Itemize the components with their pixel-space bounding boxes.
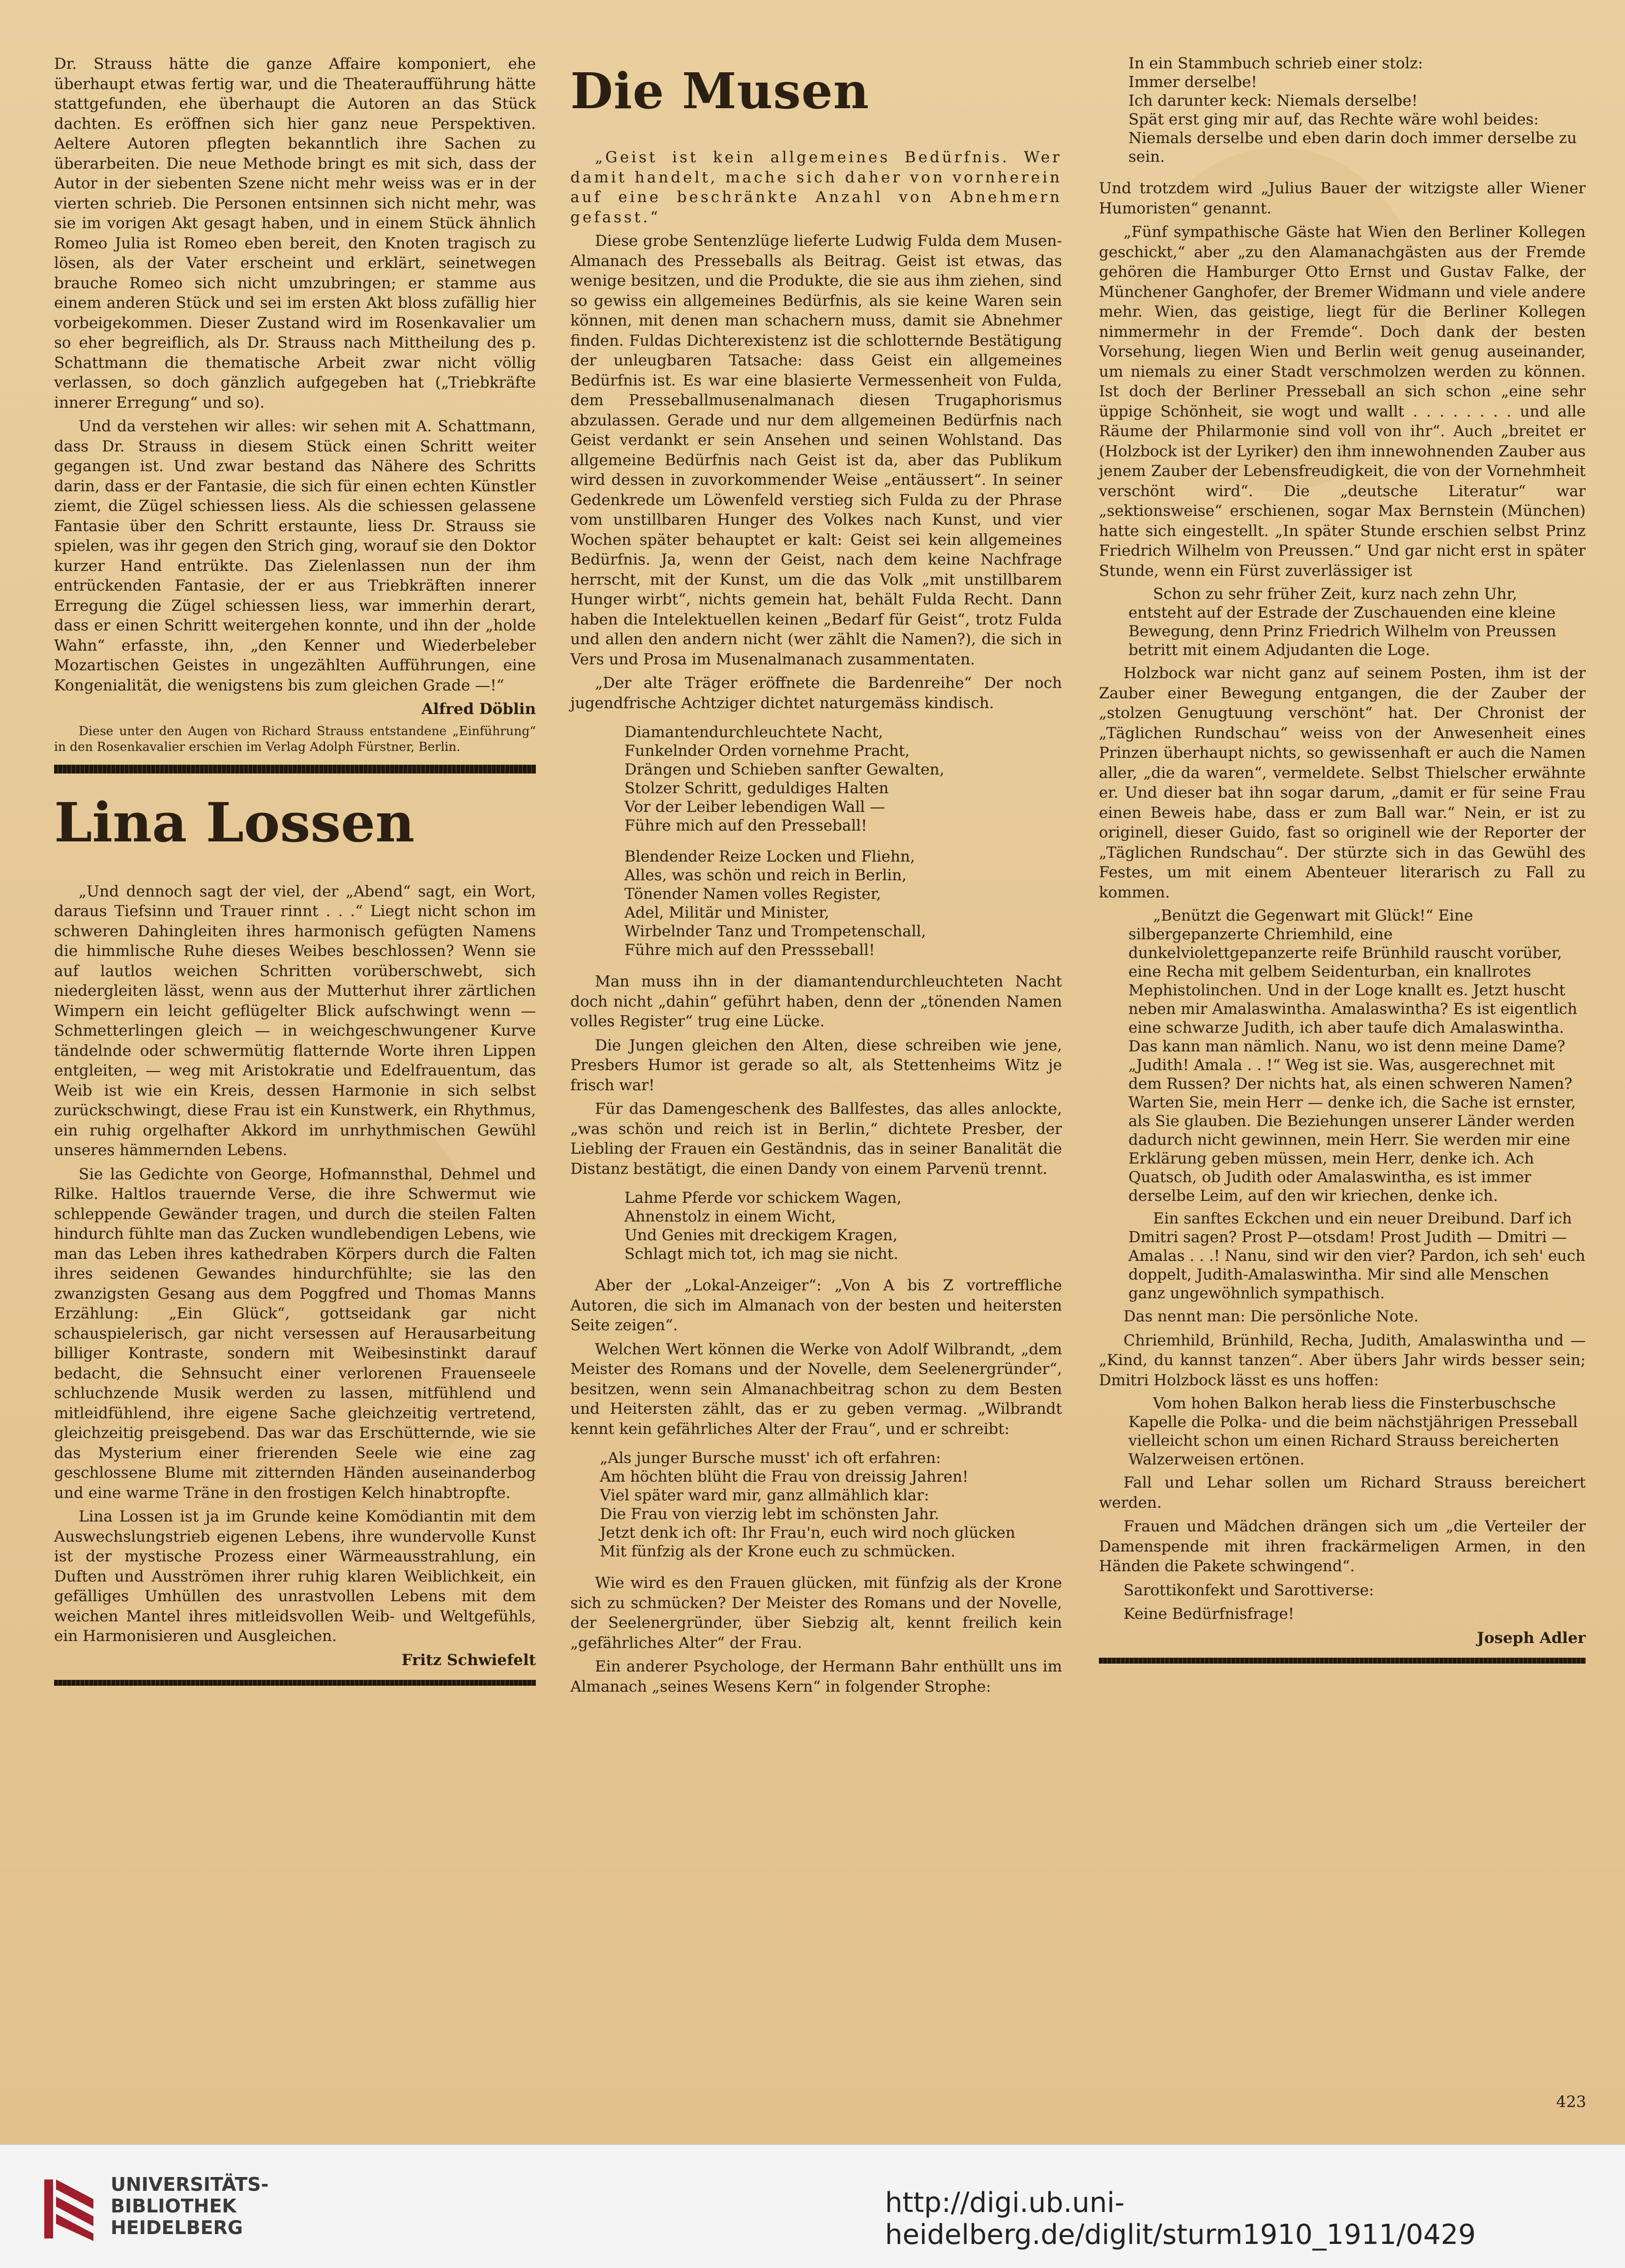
- poem: Diamantendurchleuchtete Nacht, Funkelnder Orden vornehme Pracht, Drängen und Schieben sanfter Gewalten, Stolzer Schritt, geduldiges Halten Vor der Leiber lebendigen Wall — Führe mich auf den Presseball!: [624, 723, 945, 835]
- paragraph: Und da verstehen wir alles: wir sehen mit A. Schattmann, dass Dr. Strauss in diesem Stück einen Schritt weiter gegangen ist. Und zwar bestand das Nähere des Schritts darin, dass er der Fantasie, die sich für einen echten Künstler ziemt, die Zügel schiessen liess. Als die schiessen gelassene Fantasie über den Schritt erstaunte, liess Dr. Strauss sie spielen, was ihr gegen den Strich ging, worauf sie den Doktor kurzer Hand entrükte. Das Zielenlassen nun der ihm entrückenden Fantasie, der er aus Triebkräften innerer Erregung die Zügel schiessen liess, war immerhin derart, dass er einen Schritt weitergehen konnte, und ihn der „holde Wahn“ erfasste, ihn, „den Kenner und Wiederbeleber Mozartischen Geistes in ungezählten Aufführungen, eine Kongenialität, die wenigstens bis zum gleichen Grade —!“: [54, 418, 536, 694]
- column-left: [54, 54, 536, 1705]
- author-signature: Fritz Schwiefelt: [401, 1651, 536, 1669]
- paragraph: „Der alte Träger eröffnete die Bardenreihe“ Der noch jugendfrische Achtziger dichtet naturgemäss kindisch.: [570, 674, 1062, 712]
- paragraph: „Und dennoch sagt der viel, der „Abend“ sagt, ein Wort, daraus Tiefsinn und Trauer rinnt . . .“ Liegt nicht schon im schweren Dahingleiten ihres harmonisch gefügten Namens die himmlische Ruhe dieses Weibes beschlossen? Wenn sie auf lautlos weichen Schritten vorüberschwebt, sich niedergleiten lässt, wenn aus der Mutterhut ihrer zärtlichen Wimpern ein leicht geflügelter Blick aufschwingt wenn — Schmetterlingen gleich — in weichgeschwungener Kurve tändelnde oder schwermütig flatternde Worte ihren Lippen entgleiten, — weg mit Aristokratie und Edelfrauentum, das Weib ist wie ein Kreis, dessen Harmonie in sich selbst zurückschwingt, diese Frau ist ein Kunstwerk, ein Rhythmus, ein ruhig orgelhafter Akkord im unrhythmischen Gewühl unseres hämmernden Lebens.: [54, 882, 536, 1159]
- quote-block: „Benützt die Gegenwart mit Glück!“ Eine silbergepanzerte Chriemhild, eine dunkelviolettgepanzerte reife Brünhild rauscht vorüber, eine Recha mit gelbem Seidenturban, ein knallrotes Mephistolinchen. Und in der Loge knallt es. Jetzt huscht neben mir Amalaswintha. Amalaswintha? Es ist eigentlich eine schwarze Judith, ich aber taufe dich Amalaswintha. Das kann man nämlich. Nanu, wo ist denn meine Dame? „Judith! Amala . . !“ Weg ist sie. Was, ausgerechnet mit dem Russen? Der nichts hat, als einen schweren Namen? Warten Sie, mein Herr — denke ich, die Sache ist ernster, als Sie glauben. Die Beziehungen unserer Länder werden dadurch nicht gewinnen, mein Herr. Sie werden mir eine Erklärung geben müssen, mein Herr, denke ich. Ach Quatsch, ob Judith oder Amalaswintha, es ist immer derselbe Leim, auf den wir kriechen, denke ich.: [1128, 907, 1577, 1205]
- paragraph: „Fünf sympathische Gäste hat Wien den Berliner Kollegen geschickt,“ aber „zu den Alamanachgästen aus der Fremde gehören die Hamburger Otto Ernst und Gustav Falke, der Münchener Ganghofer, der Bremer Widmann und viele andere mehr. Wien, das geistige, liegt für die Berliner Kollegen nimmermehr in der Fremde“. Doch dank der besten Vorsehung, liegen Wien und Berlin weit genug auseinander, um niemals zu einer Stadt verschmolzen werden zu können. Ist doch der Berliner Presseball an sich schon „eine sehr üppige Schönheit, sie wogt und wallt . . . . . . . . und alle Räume der Philarmonie sind voll von ihr“. Auch „breitet er (Holzbock ist der Lyriker) den ihm innewohnenden Zauber aus jenem Zauber der Lebensfreudigkeit, die von der Vornehmheit verschönt wird“. Die „deutsche Literatur“ war „sektionsweise“ erschienen, sogar Max Bernstein (München) hatte sich eingestellt. „In später Stunde erschien selbst Prinz Friedrich Wilhelm von Preussen.“ Und gar nicht erst in später Stunde, wenn ein Fürst zuverlässiger ist: [1099, 223, 1586, 580]
- section-divider: [1099, 1658, 1586, 1664]
- paragraph: Keine Bedürfnisfrage!: [1123, 1605, 1295, 1623]
- paragraph: Man muss ihn in der diamantendurchleuchteten Nacht doch nicht „dahin“ geführt haben, denn der „tönenden Namen volles Register“ trug eine Lücke.: [570, 973, 1062, 1030]
- section-divider: [54, 765, 536, 774]
- paragraph: Für das Damengeschenk des Ballfestes, das alles anlockte, „was schön und reich ist in Berlin,“ dichtete Presber, der Liebling der Frauen ein Geständnis, das in seiner Banalität die Distanz bestätigt, die einen Dandy von einem Parvenü trennt.: [570, 1100, 1062, 1178]
- paragraph: Sie las Gedichte von George, Hofmannsthal, Dehmel und Rilke. Haltlos trauernde Verse, die ihre Schwermut wie schleppende Gewänder tragen, und durch die steilen Falten hindurch fühlte man das Zucken wundlebendigen Lebens, wie man das Leben ihres kathedraben Körpers durch die Falten ihres seidenen Gewandes hindurchfühlte; sie las den zwanzigsten Gesang aus dem Poggfred und Thomas Manns Erzählung: „Ein Glück“, gottseidank gar nicht schauspielerisch, gar nicht versessen auf Herausarbeitung billiger Kontraste, sondern mit Weibesinstinkt darauf bedacht, die Sehnsucht einer verlorenen Frauenseele schluchzende Musik werden zu lassen, mitfühlend und mitleidfühlend, ihre eigene Sache gleichzeitig vertretend, gleichzeitig preisgebend. Das war das Erschütternde, wie sie das Mysterium einer frierenden Seele wie eine zag geschlossene Blume mit zitternden Händen auseinanderbog und eine warme Träne in den frostigen Kelch hinabtropfte.: [54, 1165, 536, 1502]
- page-number: 423: [1556, 2092, 1587, 2111]
- article-title: Lina Lossen: [54, 790, 415, 854]
- paragraph: Und trotzdem wird „Julius Bauer der witzigste aller Wiener Humoristen“ genannt.: [1099, 179, 1586, 217]
- paragraph: Fall und Lehar sollen um Richard Strauss bereichert werden.: [1099, 1474, 1586, 1512]
- poem: In ein Stammbuch schrieb einer stolz: Immer derselbe! Ich darunter keck: Niemals derselbe! Spät erst ging mir auf, das Rechte wäre wohl beides: Niemals derselbe und eben darin doch immer derselbe zu sein.: [1128, 55, 1577, 166]
- institution-name: [111, 2174, 268, 2238]
- institution-line: HEIDELBERG: [111, 2217, 243, 2238]
- paragraph: Dr. Strauss hätte die ganze Affaire komponiert, ehe überhaupt etwas fertig war, und die Theateraufführung hätte stattgefunden, ehe überhaupt die Autoren an das Stück dachten. Es eröffnen sich hier ganz neue Perspektiven. Aeltere Autoren pflegten bekanntlich ihre Sachen zu überarbeiten. Die neue Methode bringt es mit sich, dass der Autor in der siebenten Szene nicht mehr weiss was er in der vierten schrieb. Die Personen entsinnen sich nicht mehr, was sie im vorigen Akt gesagt haben, und in einem Stück ähnlich Romeo Julia ist Romeo eben bereit, den Knoten tragisch zu lösen, als der Vater erscheint und erklärt, seinetwegen brauche Romeo sich nicht umzubringen; er stamme aus einem anderen Stück und sei im ersten Akt bloss zufällig hier vorbeigekommen. Dieser Zustand wird im Rosenkavalier um so eher begreiflich, als Dr. Strauss nach Mittheilung des p. Schattmann die thematische Arbeit zwar nicht völlig verlassen, so doch gänzlich aufgegeben hat („Triebkräfte innerer Erregung“ und so).: [54, 55, 536, 412]
- paragraph: Ein anderer Psychologe, der Hermann Bahr enthüllt uns im Almanach „seines Wesens Kern“ in folgender Strophe:: [570, 1658, 1062, 1696]
- paragraph: Aber der „Lokal-Anzeiger“: „Von A bis Z vortreffliche Autoren, die sich im Almanach von der besten und heitersten Seite zeigen“.: [570, 1277, 1062, 1334]
- library-footer: [0, 2144, 1625, 2268]
- quote-block: Schon zu sehr früher Zeit, kurz nach zehn Uhr, entsteht auf der Estrade der Zuschauenden eine kleine Bewegung, denn Prinz Friedrich Wilhelm von Preussen betritt mit einem Adjudanten die Loge.: [1128, 585, 1557, 659]
- quote-block: Ein sanftes Eckchen und ein neuer Dreibund. Darf ich Dmitri sagen? Prost P—otsdam! Prost Judith — Dmitri — Amalas . . .! Nanu, sind wir den vier? Pardon, ich seh' euch doppelt, Judith-Amalaswintha. Mir sind alle Menschen ganz ungewöhnlich sympathisch.: [1128, 1210, 1586, 1302]
- paragraph: Diese grobe Sentenzlüge lieferte Ludwig Fulda dem Musen-Almanach des Presseballs als Beitrag. Geist ist etwas, das wenige besitzen, und die Produkte, die sie aus ihm ziehen, sind so gewiss ein allgemeines Bedürfnis, als sie keine Waren sein können, mit denen man schachern muss, damit sie Abnehmer finden. Fuldas Dichterexistenz ist die schlotternde Bestätigung der unleugbaren Tatsache: dass Geist ein allgemeines Bedürfnis ist. Es war eine blasierte Vermessenheit von Fulda, dem Presseballmusenalmanach diesen Trugaphorismus abzulassen. Gerade und nur dem allgemeinen Bedürfnis nach Geist verdankt er sein Ansehen und seinen Wohlstand. Das allgemeine Bedürfnis nach Geist ist da, aber das Publikum wird dessen in zuvorkommender Weise „entäussert“. In seiner Gedenkrede um Löwenfeld verstieg sich Fulda zu der Phrase vom unstillbaren Hunger des Volkes nach Kunst, und vier Wochen später behauptet er kalt: Geist sei kein allgemeines Bedürfnis. Ja, wenn der Geist, nach dem keine Nachfrage herrscht, mit der Kunst, um die das Volk „mit unstillbarem Hunger wirbt“, nichts gemein hat, behält Fulda Recht. Dann haben die Intelektuellen keinen „Bedarf für Geist“, trotz Fulda und allen den andern nicht (wer zählt die Namen?), die sich in Vers und Prosa im Musenalmanach zusammentaten.: [570, 232, 1062, 668]
- paragraph: Holzbock war nicht ganz auf seinem Posten, ihm ist der Zauber einer Bewegung entgangen, die der Zauber der „stolzen Genugtuung verschönt“ hat. Der Chronist der „Täglichen Rundschau“ weiss von der Anwesenheit eines Prinzen überhaupt nichts, so gewissenhaft er auch die Namen aller, „die da waren“, vermeldete. Selbst Thielscher erwähnte er. Und dieser bat ihn sogar darum, „damit er für seine Frau einen Beweis habe, dass er zum Ball war.“ Nein, er ist zu originell, dieser Guido, fast so originell wie der Reporter der „Täglichen Rundschau“. Der stürzte sich in das Gewühl des Festes, um mit einem Abenteuer literarisch zu Fall zu kommen.: [1099, 664, 1586, 901]
- poem: Lahme Pferde vor schickem Wagen, Ahnenstolz in einem Wicht, Und Genies mit dreckigem Kragen, Schlagt mich tot, ich mag sie nicht.: [624, 1189, 902, 1263]
- motto: „Geist ist kein allgemeines Bedürfnis. Wer damit handelt, mache sich daher von vornherein auf eine beschränkte Anzahl von Abnehmern gefasst.“: [570, 149, 1062, 226]
- institution-line: UNIVERSITÄTS-: [111, 2174, 269, 2195]
- footnote: Diese unter den Augen von Richard Strauss entstandene „Einführung“ in den Rosenkavalier erschien im Verlag Adolph Fürstner, Berlin.: [54, 723, 536, 754]
- column-right: [1099, 54, 1586, 1683]
- source-url-link[interactable]: http://digi.ub.uni-heidelberg.de/diglit/sturm1910_1911/0429: [885, 2187, 1476, 2251]
- section-divider: [54, 1680, 536, 1686]
- library-logo-icon: [39, 2170, 98, 2243]
- paragraph: Die Jungen gleichen den Alten, diese schreiben wie jene, Presbers Humor ist gerade so alt, als Stettenheims Witz je frisch war!: [570, 1036, 1062, 1094]
- paragraph: Welchen Wert können die Werke von Adolf Wilbrandt, „dem Meister des Romans und der Novelle, dem Seelenergründer“, besitzen, wenn sein Almanachbeitrag schon zu dem Besten und Heitersten zählt, das er zu geben vermag. „Wilbrandt kennt kein gefährliches Alter der Frau“, und er schreibt:: [570, 1340, 1062, 1438]
- paragraph: Das nennt man: Die persönliche Note.: [1123, 1308, 1419, 1325]
- column-middle: [570, 54, 1062, 1701]
- institution-line: BIBLIOTHEK: [111, 2195, 236, 2217]
- paragraph: Chriemhild, Brünhild, Recha, Judith, Amalaswintha und — „Kind, du kannst tanzen“. Aber übers Jahr wirds besser sein; Dmitri Holzbock lässt es uns hoffen:: [1099, 1331, 1586, 1389]
- author-signature: Alfred Döblin: [421, 700, 536, 718]
- paragraph: Lina Lossen ist ja im Grunde keine Komödiantin mit dem Auswechslungstrieb eigenen Lebens, ihre wundervolle Kunst ist der mystische Prozess einer Wärmeausstrahlung, ein Duften und Ausströmen ihrer ruhig klaren Weiblichkeit, ein gefälliges Umhüllen des unrastvollen Lebens mit dem weichen Mantel ihres mitleidsvollen Weib- und Weltgefühls, ein Harmonisieren und Ausgleichen.: [54, 1508, 536, 1645]
- poem: „Als junger Bursche musst' ich oft erfahren: Am höchten blüht die Frau von dreissig Jahren! Viel später ward mir, ganz allmählich klar: Die Frau von vierzig lebt im schönsten Jahr. Jetzt denk ich oft: Ihr Frau'n, euch wird noch glücken Mit fünfzig als der Krone euch zu schmücken.: [600, 1449, 1015, 1560]
- paragraph: Wie wird es den Frauen glücken, mit fünfzig als der Krone sich zu schmücken? Der Meister des Romans und der Novelle, der Seelenergründer, über Siebzig alt, kennt freilich kein „gefährliches Alter“ der Frau.: [570, 1574, 1062, 1652]
- paragraph: Sarottikonfekt und Sarottiverse:: [1123, 1581, 1374, 1599]
- quote-block: Vom hohen Balkon herab liess die Finsterbuschsche Kapelle die Polka- und die beim nächstjährigen Presseball vielleicht schon um einen Richard Strauss bereicherten Walzerweisen ertönen.: [1128, 1395, 1578, 1468]
- poem: Blendender Reize Locken und Fliehn, Alles, was schön und reich in Berlin, Tönender Namen volles Register, Adel, Militär und Minister, Wirbelnder Tanz und Trompetenschall, Führe mich auf den Pressseball!: [624, 848, 926, 959]
- author-signature: Joseph Adler: [1477, 1629, 1586, 1647]
- article-title: Die Musen: [570, 62, 870, 120]
- paragraph: Frauen und Mädchen drängen sich um „die Verteiler der Damenspende mit ihren frackärmeligen Armen, in den Händen die Pakete schwingend“.: [1099, 1518, 1586, 1575]
